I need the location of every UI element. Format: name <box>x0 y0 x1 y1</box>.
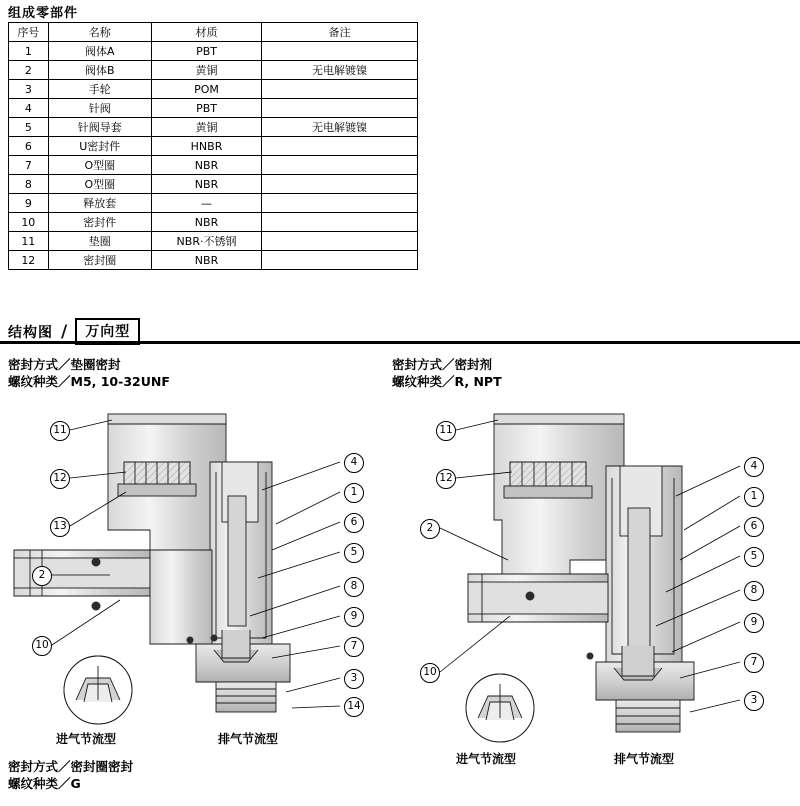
callout-8: 8 <box>344 577 364 597</box>
table-cell: 7 <box>9 156 49 175</box>
flow-label-intake-right: 进气节流型 <box>456 752 517 766</box>
table-cell: 3 <box>9 80 49 99</box>
table-cell <box>262 137 418 156</box>
callout-4: 4 <box>344 453 364 473</box>
parts-table-title: 组成零部件 <box>8 6 79 21</box>
flow-label-exhaust-left: 排气节流型 <box>218 732 279 746</box>
table-cell <box>262 99 418 118</box>
callout-3-right: 3 <box>744 691 764 711</box>
parts-table <box>8 22 418 270</box>
table-cell: 密封件 <box>48 213 151 232</box>
callout-9-right: 9 <box>744 613 764 633</box>
callout-6: 6 <box>344 513 364 533</box>
table-row <box>9 61 418 80</box>
table-cell: POM <box>151 80 261 99</box>
table-cell: 阀体B <box>48 61 151 80</box>
table-cell: HNBR <box>151 137 261 156</box>
table-cell: 12 <box>9 251 49 270</box>
table-cell: 手轮 <box>48 80 151 99</box>
callout-12: 12 <box>50 469 70 489</box>
table-cell: 10 <box>9 213 49 232</box>
callout-13: 13 <box>50 517 70 537</box>
table-cell: 黄铜 <box>151 118 261 137</box>
table-cell: 阀体A <box>48 42 151 61</box>
left-caption-line2: 螺纹种类／M5, 10-32UNF <box>8 374 170 389</box>
callout-1-right: 1 <box>744 487 764 507</box>
table-cell: 8 <box>9 175 49 194</box>
right-caption-line1: 密封方式／密封剂 <box>392 357 493 372</box>
left-structure-diagram <box>0 400 400 806</box>
table-row <box>9 213 418 232</box>
table-cell: 针阀导套 <box>48 118 151 137</box>
callout-1: 1 <box>344 483 364 503</box>
column-header-index: 序号 <box>9 23 49 42</box>
table-cell: 针阀 <box>48 99 151 118</box>
table-cell: 6 <box>9 137 49 156</box>
table-cell: 无电解镀镍 <box>262 118 418 137</box>
table-cell: 4 <box>9 99 49 118</box>
table-cell: NBR <box>151 175 261 194</box>
table-cell <box>262 42 418 61</box>
callout-7: 7 <box>344 637 364 657</box>
callout-8-right: 8 <box>744 581 764 601</box>
table-row <box>9 118 418 137</box>
callout-10: 10 <box>32 636 52 656</box>
flow-label-exhaust-right: 排气节流型 <box>614 752 675 766</box>
table-cell: U密封件 <box>48 137 151 156</box>
table-cell: — <box>151 194 261 213</box>
right-diagram-svg <box>390 400 800 806</box>
left-caption-line1: 密封方式／垫圈密封 <box>8 357 121 372</box>
column-header-material: 材质 <box>151 23 261 42</box>
bottom-left-caption-line1: 密封方式／密封圈密封 <box>8 759 134 774</box>
table-cell <box>262 251 418 270</box>
callout-14: 14 <box>344 697 364 717</box>
callout-12-right: 12 <box>436 469 456 489</box>
callout-11-right: 11 <box>436 421 456 441</box>
table-cell <box>262 80 418 99</box>
callout-2: 2 <box>32 566 52 586</box>
callout-5: 5 <box>344 543 364 563</box>
table-cell: O型圈 <box>48 156 151 175</box>
bottom-left-caption-line2: 螺纹种类／G <box>8 776 81 791</box>
section-label: 结构图 <box>8 324 53 341</box>
table-row <box>9 232 418 251</box>
flow-label-intake-left: 进气节流型 <box>56 732 117 746</box>
table-cell: 2 <box>9 61 49 80</box>
right-caption-line2: 螺纹种类／R, NPT <box>392 374 502 389</box>
callout-7-right: 7 <box>744 653 764 673</box>
table-row <box>9 42 418 61</box>
section-slash: / <box>61 321 68 342</box>
column-header-remark: 备注 <box>262 23 418 42</box>
section-divider <box>0 341 800 344</box>
table-row <box>9 251 418 270</box>
table-cell: 5 <box>9 118 49 137</box>
table-cell <box>262 194 418 213</box>
table-header-row <box>9 23 418 42</box>
table-cell: O型圈 <box>48 175 151 194</box>
table-cell: PBT <box>151 42 261 61</box>
table-cell: 垫圈 <box>48 232 151 251</box>
table-cell <box>262 156 418 175</box>
column-header-name: 名称 <box>48 23 151 42</box>
table-cell: 9 <box>9 194 49 213</box>
table-row <box>9 175 418 194</box>
table-cell <box>262 232 418 251</box>
callout-9: 9 <box>344 607 364 627</box>
table-row <box>9 80 418 99</box>
table-cell: PBT <box>151 99 261 118</box>
table-cell: 无电解镀镍 <box>262 61 418 80</box>
table-row <box>9 194 418 213</box>
left-diagram-caption <box>8 356 170 390</box>
table-cell: 1 <box>9 42 49 61</box>
callout-10-right: 10 <box>420 663 440 683</box>
table-cell <box>262 213 418 232</box>
table-cell: NBR·不锈钢 <box>151 232 261 251</box>
table-cell <box>262 175 418 194</box>
table-row <box>9 156 418 175</box>
callout-6-right: 6 <box>744 517 764 537</box>
callout-3: 3 <box>344 669 364 689</box>
table-cell: 密封圈 <box>48 251 151 270</box>
table-cell: NBR <box>151 213 261 232</box>
table-cell: NBR <box>151 251 261 270</box>
table-row <box>9 99 418 118</box>
callout-11: 11 <box>50 421 70 441</box>
table-cell: 释放套 <box>48 194 151 213</box>
table-row <box>9 137 418 156</box>
right-diagram-caption <box>392 356 502 390</box>
callout-2-right: 2 <box>420 519 440 539</box>
callout-4-right: 4 <box>744 457 764 477</box>
section-type-badge: 万向型 <box>75 318 140 345</box>
table-cell: 11 <box>9 232 49 251</box>
table-cell: NBR <box>151 156 261 175</box>
callout-5-right: 5 <box>744 547 764 567</box>
table-cell: 黄铜 <box>151 61 261 80</box>
right-structure-diagram <box>390 400 800 806</box>
